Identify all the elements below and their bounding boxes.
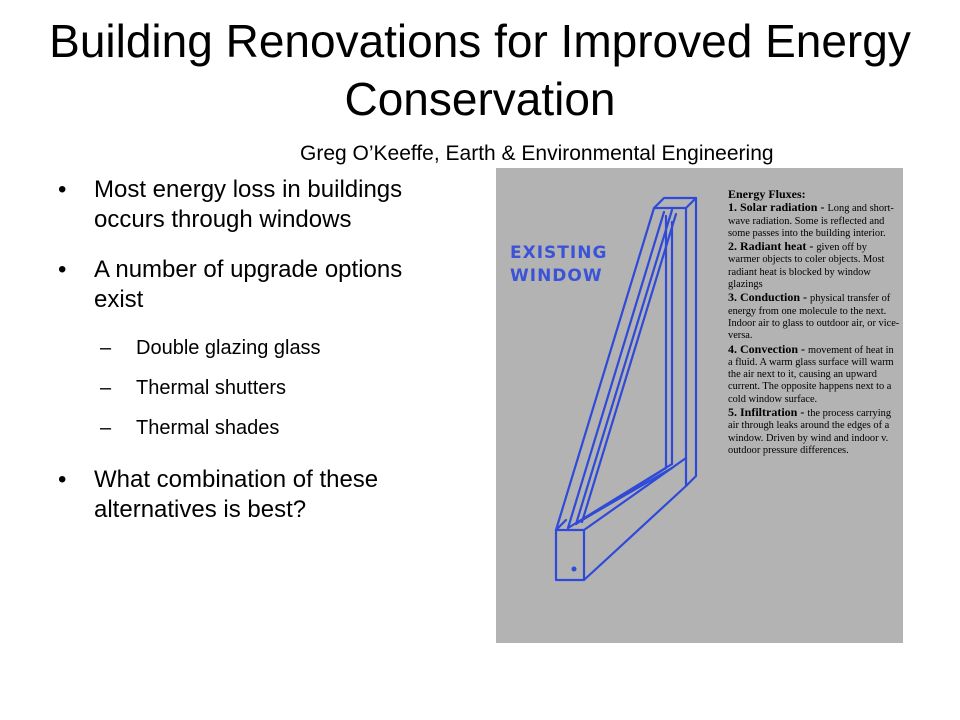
bullet-item bbox=[58, 255, 458, 315]
bullet-dot: • bbox=[58, 176, 67, 203]
flux-name: 1. Solar radiation - bbox=[728, 200, 828, 215]
sub-bullet-item bbox=[58, 335, 458, 361]
bullet-item bbox=[58, 175, 458, 235]
bullet-dot: • bbox=[58, 256, 67, 283]
bullet-text: What combination of these alternatives is best? bbox=[94, 466, 379, 523]
bullet-text: A number of upgrade options exist bbox=[94, 256, 403, 313]
sub-bullet-dash: – bbox=[100, 377, 112, 399]
sub-bullet-dash: – bbox=[100, 337, 112, 359]
energy-fluxes-text bbox=[728, 188, 900, 457]
window-label: EXISTING WINDOW bbox=[510, 243, 608, 286]
sub-bullet-dash: – bbox=[100, 417, 112, 439]
flux-name: 2. Radiant heat - bbox=[728, 239, 817, 254]
slide-subtitle: Greg O’Keeffe, Earth & Environmental Engineering bbox=[300, 142, 774, 165]
slide-title: Building Renovations for Improved Energy Conservation bbox=[49, 15, 911, 125]
flux-text: Long and short-wave radiation. Some is reflected and some passes into the building interior. bbox=[728, 203, 894, 239]
bullet-item bbox=[58, 465, 458, 525]
bullet-text: Most energy loss in buildings occurs through windows bbox=[94, 176, 403, 233]
window-figure bbox=[496, 168, 903, 643]
bullet-dot: • bbox=[58, 466, 67, 493]
flux-item bbox=[728, 343, 900, 406]
energy-fluxes-heading: Energy Fluxes: bbox=[728, 187, 806, 201]
flux-item bbox=[728, 291, 900, 342]
sub-bullet-item bbox=[58, 375, 458, 401]
bullet-list bbox=[58, 175, 458, 545]
flux-item bbox=[728, 201, 900, 240]
flux-item bbox=[728, 240, 900, 291]
flux-text: movement of heat in a fluid. A warm glass surface will warm the air next to it, causing an upward current. The opposite happens next to a cold window surface. bbox=[728, 344, 894, 405]
flux-text: physical transfer of energy from one molecule to the next. Indoor air to glass to outdoor air, or vice-versa. bbox=[728, 293, 900, 342]
sub-bullet-item bbox=[58, 415, 458, 441]
flux-item bbox=[728, 406, 900, 457]
flux-text: given off by warmer objects to coler objects. Most radiant heat is blocked by window glazings bbox=[728, 242, 885, 291]
sub-bullet-text: Thermal shades bbox=[136, 417, 280, 439]
sub-bullet-text: Thermal shutters bbox=[136, 377, 287, 399]
flux-name: 3. Conduction - bbox=[728, 290, 811, 305]
flux-name: 4. Convection - bbox=[728, 341, 808, 356]
sub-bullet-text: Double glazing glass bbox=[136, 337, 321, 359]
flux-name: 5. Infiltration - bbox=[728, 405, 808, 420]
flux-text: the process carrying air through leaks around the edges of a window. Driven by wind and indoor v. outdoor pressure differences. bbox=[728, 408, 892, 456]
